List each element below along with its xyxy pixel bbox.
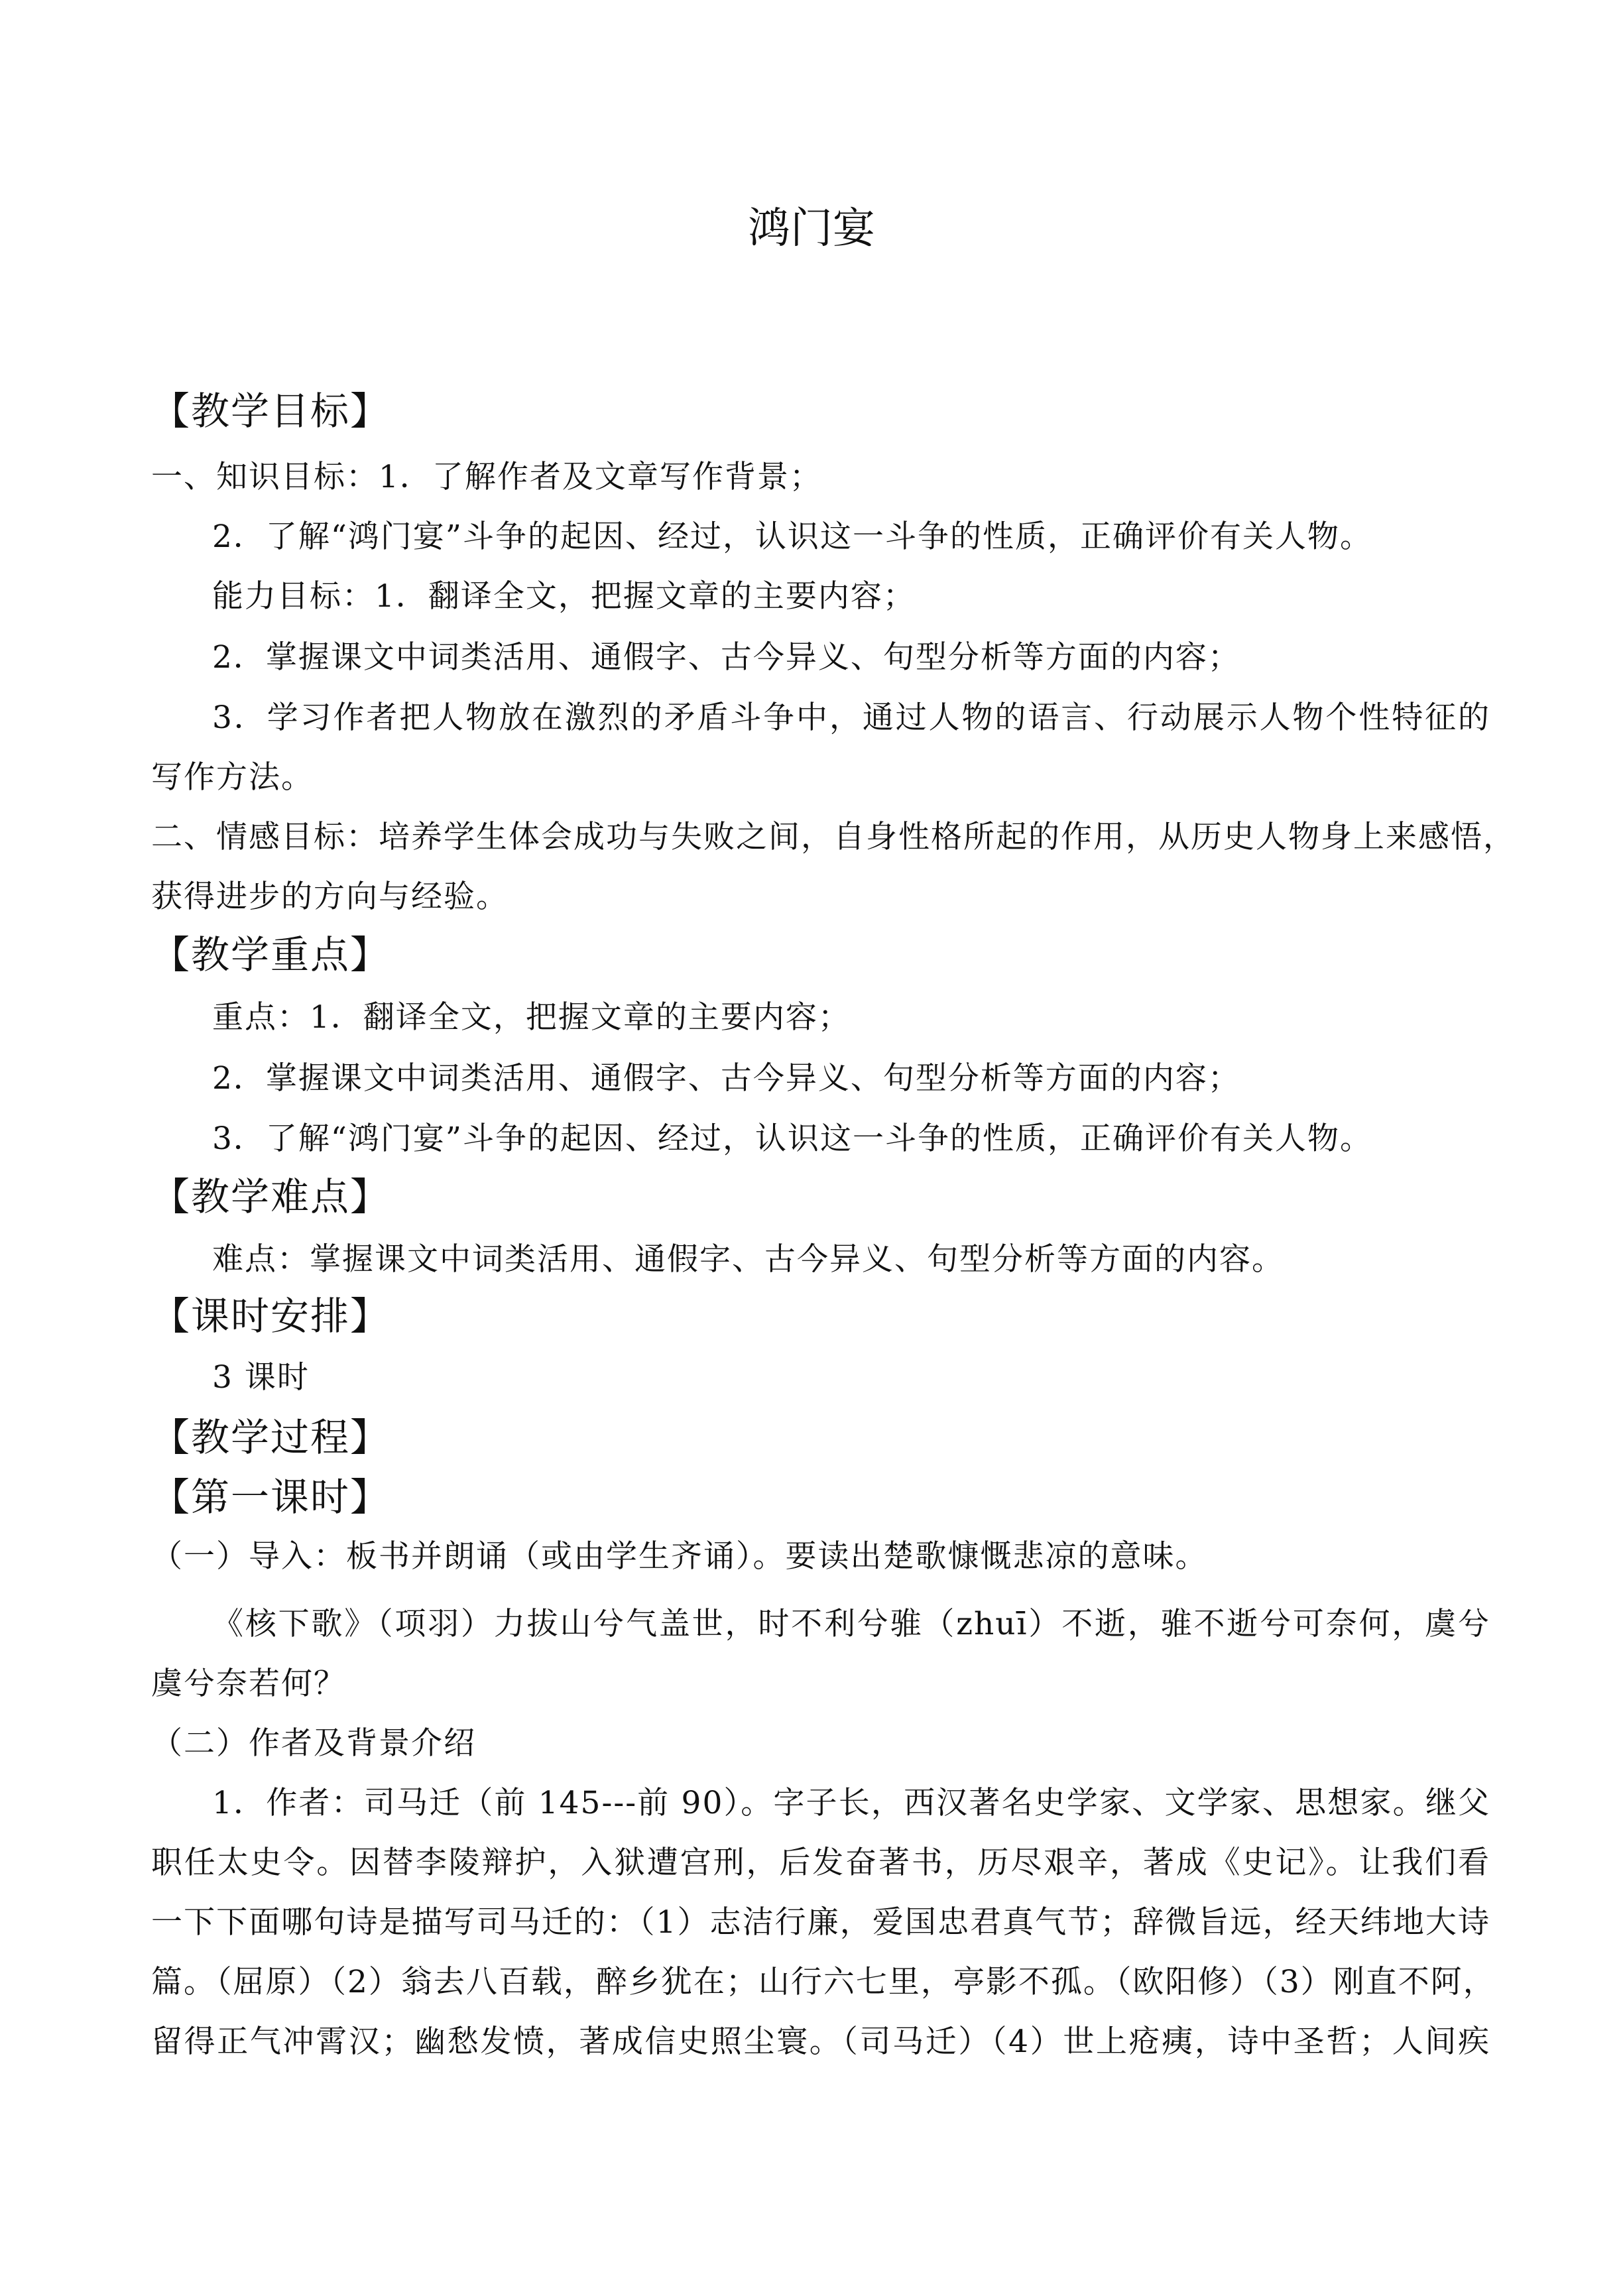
heading-teaching-goals: 【教学目标】 xyxy=(151,389,391,434)
goals-knowledge-1: 一、知识目标：1．了解作者及文章写作背景； xyxy=(151,459,822,495)
heading-teaching-process: 【教学过程】 xyxy=(151,1415,391,1460)
heading-teaching-focus: 【教学重点】 xyxy=(151,932,391,977)
difficulty-item-1: 难点：掌握课文中词类活用、通假字、古今异义、句型分析等方面的内容。 xyxy=(212,1241,1284,1278)
heading-teaching-difficulty: 【教学难点】 xyxy=(151,1174,391,1219)
heading-schedule: 【课时安排】 xyxy=(151,1294,391,1339)
poem-line1: 《核下歌》（项羽）力拔山兮气盖世，时不利兮骓（zhuī）不逝，骓不逝兮可奈何，虞兮 xyxy=(212,1606,1490,1642)
focus-item-2: 2．掌握课文中词类活用、通假字、古今异义、句型分析等方面的内容； xyxy=(212,1060,1240,1097)
author-paragraph-line5: 留得正气冲霄汉；幽愁发愤，著成信史照尘寰。（司马迁）（4）世上疮痍，诗中圣哲；人间疾 xyxy=(151,2024,1490,2060)
goals-ability-3-line1: 3．学习作者把人物放在激烈的矛盾斗争中，通过人物的语言、行动展示人物个性特征的 xyxy=(212,699,1490,736)
goals-ability-2: 2．掌握课文中词类活用、通假字、古今异义、句型分析等方面的内容； xyxy=(212,639,1240,676)
author-paragraph-line3: 一下下面哪句诗是描写司马迁的：（1）志洁行廉，爱国忠君真气节；辞微旨远，经天纬地大诗 xyxy=(151,1904,1490,1941)
background-heading: （二）作者及背景介绍 xyxy=(151,1725,476,1762)
goals-knowledge-2: 2．了解“鸿门宴”斗争的起因、经过，认识这一斗争的性质，正确评价有关人物。 xyxy=(212,518,1372,555)
author-paragraph-line4: 篇。（屈原）（2）翁去八百载，醉乡犹在；山行六七里，亭影不孤。（欧阳修）（3）刚直不阿， xyxy=(151,1964,1496,2000)
document-title: 鸿门宴 xyxy=(748,204,875,253)
focus-item-3: 3．了解“鸿门宴”斗争的起因、经过，认识这一斗争的性质，正确评价有关人物。 xyxy=(212,1120,1372,1157)
focus-item-1: 重点：1．翻译全文，把握文章的主要内容； xyxy=(212,999,851,1036)
intro-line: （一）导入：板书并朗诵（或由学生齐诵）。要读出楚歌慷慨悲凉的意味。 xyxy=(151,1538,1208,1575)
schedule-item: 3 课时 xyxy=(212,1359,310,1396)
heading-first-lesson: 【第一课时】 xyxy=(151,1475,391,1520)
goals-emotion-line1: 二、情感目标：培养学生体会成功与失败之间，自身性格所起的作用，从历史人物身上来感悟， xyxy=(151,819,1516,855)
author-paragraph-line1: 1．作者：司马迁（前 145---前 90）。字子长，西汉著名史学家、文学家、思想家。继父 xyxy=(212,1785,1490,1821)
author-paragraph-line2: 职任太史令。因替李陵辩护，入狱遭宫刑，后发奋著书，历尽艰辛，著成《史记》。让我们看 xyxy=(151,1844,1490,1881)
goals-emotion-line2: 获得进步的方向与经验。 xyxy=(151,878,509,915)
goals-ability-1: 能力目标：1．翻译全文，把握文章的主要内容； xyxy=(212,578,916,615)
goals-ability-3-line2: 写作方法。 xyxy=(151,759,314,796)
poem-line2: 虞兮奈若何？ xyxy=(151,1665,346,1702)
